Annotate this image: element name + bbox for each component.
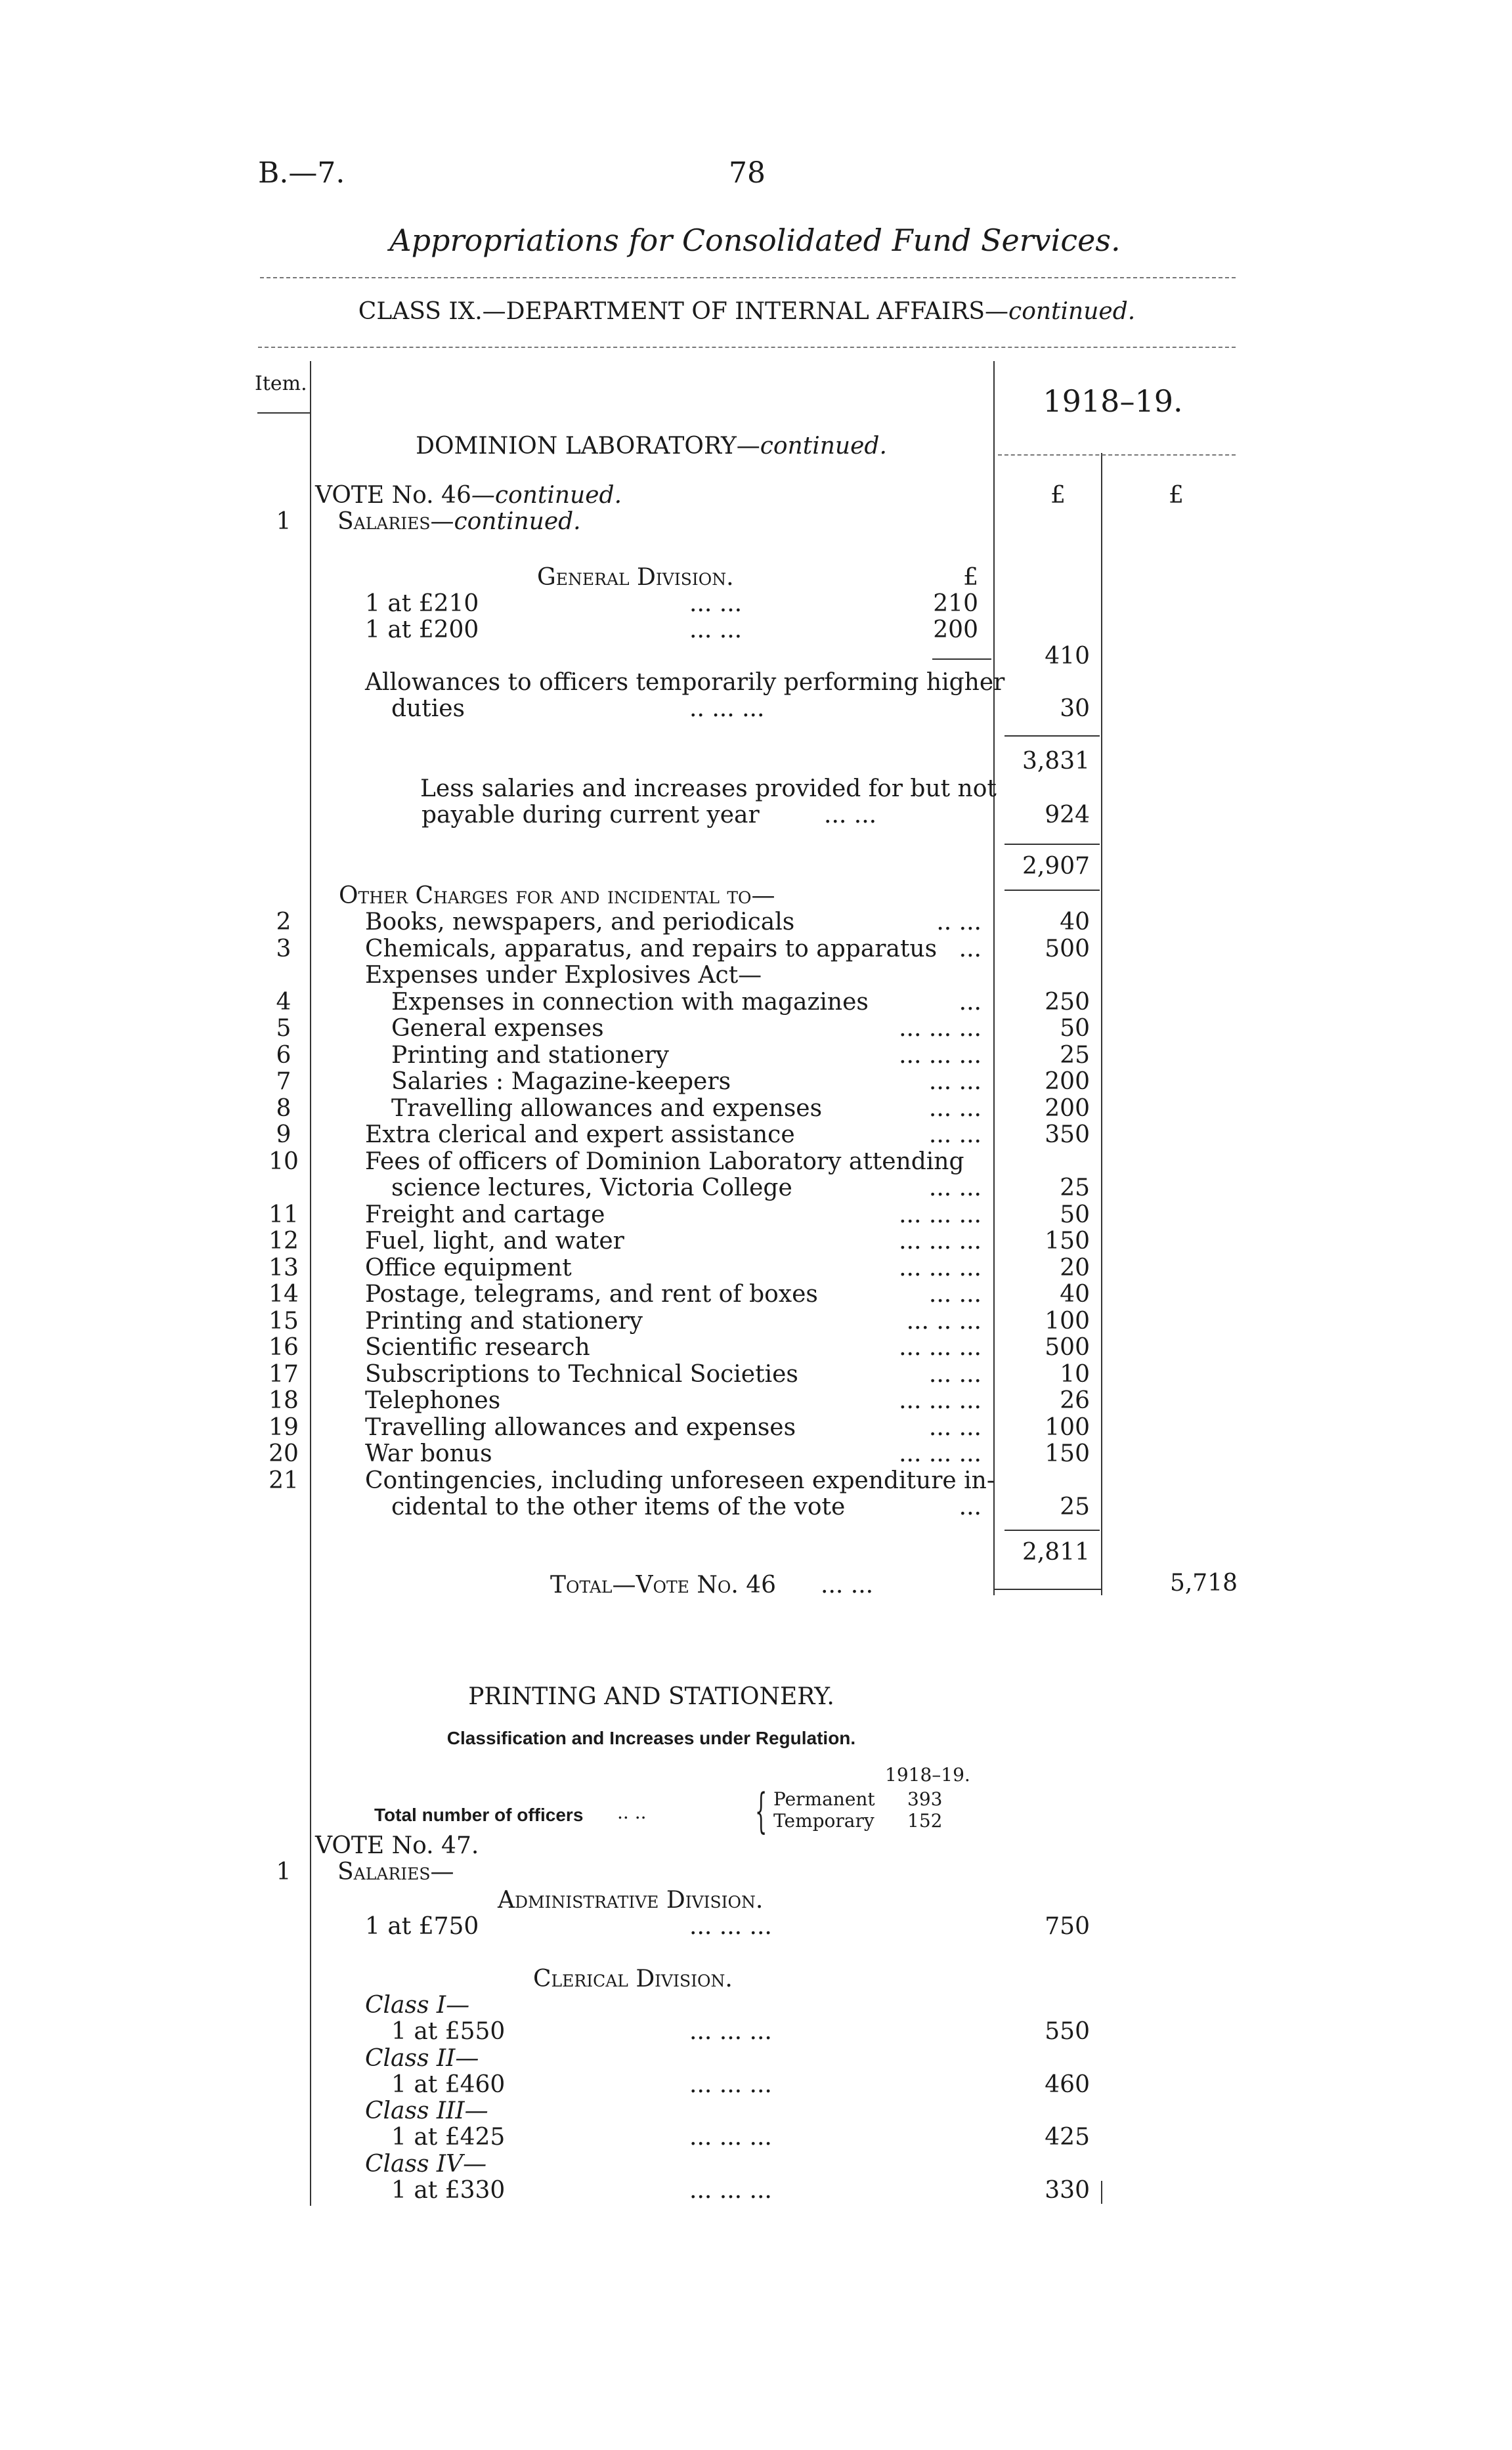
total-vote-46-dots: ... ... bbox=[821, 1572, 874, 1599]
admin-row-dots: ... ... ... bbox=[689, 1913, 772, 1940]
allowances-dots: .. ... ... bbox=[689, 695, 765, 722]
charge-row-text: Salaries : Magazine-keepers bbox=[391, 1068, 731, 1095]
class-row-dots: ... ... ... bbox=[689, 2124, 772, 2151]
subtotal-2811: 2,811 bbox=[1022, 1539, 1090, 1566]
class-label: Class I— bbox=[365, 1992, 470, 2019]
charge-row-dots: ... ... ... bbox=[899, 1015, 982, 1042]
charge-row-text: Contingencies, including unforeseen expenditure in- bbox=[365, 1467, 995, 1494]
item-number: 4 bbox=[276, 989, 292, 1016]
charge-row-text: Extra clerical and expert assistance bbox=[365, 1121, 795, 1148]
salary-row-dots: ... ... bbox=[689, 616, 743, 643]
class-label: Class II— bbox=[365, 2045, 479, 2072]
charge-row-amount: 50 bbox=[1060, 1201, 1090, 1228]
charge-row-text: Scientific research bbox=[365, 1334, 590, 1361]
charge-row-dots: ... ... ... bbox=[899, 1042, 982, 1069]
class-row-text: 1 at £550 bbox=[391, 2018, 506, 2045]
charge-row-dots: ... ... bbox=[928, 1121, 982, 1148]
vote-46-continued: —continued. bbox=[471, 482, 622, 509]
charge-row-amount: 20 bbox=[1060, 1255, 1090, 1281]
class-heading-text: CLASS IX.—DEPARTMENT OF INTERNAL AFFAIRS— bbox=[358, 298, 1009, 325]
salary-row-amount: 210 bbox=[933, 590, 978, 617]
temporary-value: 152 bbox=[907, 1810, 943, 1832]
temporary-label: Temporary bbox=[773, 1810, 875, 1832]
allowances-amount: 30 bbox=[1060, 695, 1090, 722]
charge-row-amount: 150 bbox=[1045, 1228, 1090, 1255]
subtotal-rule bbox=[1004, 1530, 1100, 1531]
charge-row-dots: ... .. ... bbox=[906, 1308, 982, 1335]
charge-row-text: Travelling allowances and expenses bbox=[391, 1095, 823, 1122]
charge-row-text: Fuel, light, and water bbox=[365, 1228, 624, 1255]
class-label: Class IV— bbox=[365, 2151, 487, 2178]
subtotal-rule bbox=[1004, 844, 1100, 845]
item-number: 1 bbox=[276, 508, 292, 535]
item-number: 18 bbox=[269, 1387, 299, 1414]
charge-row-dots: .. ... bbox=[936, 909, 982, 935]
charge-row-text: science lectures, Victoria College bbox=[391, 1174, 792, 1201]
item-number: 7 bbox=[276, 1068, 292, 1095]
charge-row-amount: 25 bbox=[1060, 1042, 1090, 1069]
document-reference: B.—7. bbox=[258, 156, 345, 190]
charge-row-dots: ... ... bbox=[928, 1174, 982, 1201]
charge-row-text: Subscriptions to Technical Societies bbox=[365, 1361, 798, 1388]
class-row-amount: 550 bbox=[1045, 2018, 1090, 2045]
item-header-rule bbox=[257, 412, 310, 414]
charge-row-dots: ... ... ... bbox=[899, 1228, 982, 1255]
item-number: 19 bbox=[269, 1414, 299, 1441]
charge-row-dots: ... ... ... bbox=[899, 1334, 982, 1361]
class-row-dots: ... ... ... bbox=[689, 2071, 772, 2098]
class-row-text: 1 at £460 bbox=[391, 2071, 506, 2098]
charge-row-text: War bonus bbox=[365, 1440, 492, 1467]
salaries-continued: continued. bbox=[454, 508, 581, 535]
printing-year: 1918–19. bbox=[885, 1764, 970, 1786]
charge-row-amount: 100 bbox=[1045, 1414, 1090, 1441]
item-number: 14 bbox=[269, 1281, 299, 1308]
item-column-header: Item. bbox=[255, 372, 307, 395]
class-row-amount: 330 bbox=[1045, 2177, 1090, 2204]
class-label: Class III— bbox=[365, 2097, 488, 2124]
laboratory-heading bbox=[310, 433, 993, 460]
charge-row-amount: 500 bbox=[1045, 935, 1090, 962]
vote-46-heading bbox=[315, 483, 622, 509]
charge-row-amount: 40 bbox=[1060, 1281, 1090, 1308]
total-vote-46-amount: 5,718 bbox=[1169, 1570, 1238, 1597]
administrative-division-heading: Administrative Division. bbox=[498, 1887, 764, 1914]
class-row-text: 1 at £330 bbox=[391, 2177, 506, 2204]
officers-brace: { bbox=[755, 1783, 767, 1838]
charge-row-dots: ... bbox=[959, 989, 982, 1016]
subtotal-rule bbox=[932, 658, 991, 660]
charge-row-text: Postage, telegrams, and rent of boxes bbox=[365, 1281, 818, 1308]
charge-row-amount: 40 bbox=[1060, 909, 1090, 935]
vote-47-heading: VOTE No. 47. bbox=[315, 1832, 479, 1859]
charge-row-text: Telephones bbox=[365, 1387, 501, 1414]
year-header-rule bbox=[998, 454, 1236, 456]
printing-subheading: Classification and Increases under Regulation. bbox=[446, 1728, 856, 1748]
allowances-line-2: duties bbox=[391, 695, 465, 722]
total-vote-46-label: Total—Vote No. 46 bbox=[550, 1572, 777, 1599]
salaries-heading: Salaries— bbox=[337, 1859, 454, 1885]
charge-row-dots: ... ... ... bbox=[899, 1255, 982, 1281]
general-division-heading: General Division. bbox=[537, 564, 734, 591]
item-number: 17 bbox=[269, 1361, 299, 1388]
officers-label: Total number of officers bbox=[374, 1805, 584, 1825]
class-row-amount: 460 bbox=[1045, 2071, 1090, 2098]
charge-row-dots: ... bbox=[959, 1494, 982, 1520]
charge-row-amount: 250 bbox=[1045, 989, 1090, 1016]
charge-row-text: Freight and cartage bbox=[365, 1201, 605, 1228]
item-number: 16 bbox=[269, 1334, 299, 1361]
salary-row-amount: 200 bbox=[933, 616, 978, 643]
class-heading bbox=[258, 299, 1236, 325]
subtotal-3831: 3,831 bbox=[1022, 748, 1090, 775]
charge-row-amount: 350 bbox=[1045, 1121, 1090, 1148]
charge-row-amount: 150 bbox=[1045, 1440, 1090, 1467]
pound-sign-col2: £ bbox=[1169, 482, 1184, 509]
charge-row-text: cidental to the other items of the vote bbox=[391, 1494, 846, 1520]
item-number: 11 bbox=[269, 1201, 299, 1228]
subtotal-2907: 2,907 bbox=[1022, 853, 1090, 880]
charge-row-amount: 500 bbox=[1045, 1334, 1090, 1361]
item-number: 10 bbox=[269, 1148, 299, 1175]
charge-row-amount: 200 bbox=[1045, 1068, 1090, 1095]
charge-row-text: Expenses in connection with magazines bbox=[391, 989, 869, 1016]
charge-row-dots: ... ... ... bbox=[899, 1387, 982, 1414]
permanent-label: Permanent bbox=[773, 1788, 875, 1810]
salary-row-text: 1 at £200 bbox=[365, 616, 479, 643]
item-number: 2 bbox=[276, 909, 292, 935]
item-number: 15 bbox=[269, 1308, 299, 1335]
allowances-line-1: Allowances to officers temporarily performing higher bbox=[365, 669, 1005, 696]
item-number: 8 bbox=[276, 1095, 292, 1122]
less-salaries-line-2: payable during current year bbox=[421, 802, 760, 828]
item-number: 3 bbox=[276, 935, 292, 962]
charge-row-dots: ... ... bbox=[928, 1068, 982, 1095]
amount-column-end bbox=[1101, 2181, 1102, 2204]
total-rule bbox=[995, 1589, 1101, 1590]
admin-row-amount: 750 bbox=[1045, 1913, 1090, 1940]
charge-row-dots: ... ... bbox=[928, 1414, 982, 1441]
class-row-dots: ... ... ... bbox=[689, 2177, 772, 2204]
charge-row-dots: ... ... bbox=[928, 1361, 982, 1388]
laboratory-heading-text: DOMINION LABORATORY— bbox=[416, 433, 760, 460]
charge-row-amount: 10 bbox=[1060, 1361, 1090, 1388]
vote-46-text: VOTE No. 46 bbox=[315, 482, 471, 509]
charge-row-dots: ... ... bbox=[928, 1281, 982, 1308]
charge-row-dots: ... ... ... bbox=[899, 1440, 982, 1467]
printing-heading: PRINTING AND STATIONERY. bbox=[468, 1683, 834, 1710]
charge-row-amount: 25 bbox=[1060, 1494, 1090, 1520]
charge-row-amount: 26 bbox=[1060, 1387, 1090, 1414]
page-title: Appropriations for Consolidated Fund Services. bbox=[389, 223, 1121, 258]
charge-row-text: Printing and stationery bbox=[391, 1042, 670, 1069]
charge-row-amount: 50 bbox=[1060, 1015, 1090, 1042]
salary-row-dots: ... ... bbox=[689, 590, 743, 617]
item-number: 6 bbox=[276, 1042, 292, 1069]
item-number: 1 bbox=[276, 1859, 292, 1885]
pound-sign-subcolumn: £ bbox=[963, 564, 978, 591]
charge-row-dots: ... ... ... bbox=[899, 1201, 982, 1228]
page-number: 78 bbox=[729, 156, 766, 190]
header-rule bbox=[260, 277, 1236, 278]
item-number: 12 bbox=[269, 1228, 299, 1255]
charge-row-amount: 100 bbox=[1045, 1308, 1090, 1335]
charge-row-dots: ... bbox=[959, 935, 982, 962]
year-column-header: 1918–19. bbox=[1043, 383, 1183, 419]
class-rule bbox=[258, 347, 1236, 348]
charge-row-text: Office equipment bbox=[365, 1255, 572, 1281]
salary-row-text: 1 at £210 bbox=[365, 590, 479, 617]
inner-amount-divider bbox=[1101, 453, 1102, 1595]
other-charges-heading: Other Charges for and incidental to— bbox=[339, 882, 775, 909]
item-number: 21 bbox=[269, 1467, 299, 1494]
charge-row-text: Printing and stationery bbox=[365, 1308, 643, 1335]
item-number: 9 bbox=[276, 1121, 292, 1148]
class-row-amount: 425 bbox=[1045, 2124, 1090, 2151]
charge-row-text: Fees of officers of Dominion Laboratory attending bbox=[365, 1148, 964, 1175]
subtotal-rule bbox=[1004, 890, 1100, 891]
less-salaries-line-1: Less salaries and increases provided for but not bbox=[420, 775, 997, 802]
charge-row-text: Expenses under Explosives Act— bbox=[365, 962, 762, 989]
laboratory-heading-continued: continued. bbox=[760, 433, 887, 460]
clerical-division-heading: Clerical Division. bbox=[533, 1966, 733, 1992]
charge-row-dots: ... ... bbox=[928, 1095, 982, 1122]
pound-sign-col1: £ bbox=[1050, 482, 1066, 509]
item-number: 13 bbox=[269, 1255, 299, 1281]
charge-row-text: Books, newspapers, and periodicals bbox=[365, 909, 795, 935]
subtotal-rule bbox=[1004, 735, 1100, 737]
charge-row-text: General expenses bbox=[391, 1015, 604, 1042]
charge-row-text: Chemicals, apparatus, and repairs to apparatus bbox=[365, 935, 938, 962]
subtotal-410: 410 bbox=[1045, 643, 1090, 670]
charge-row-amount: 25 bbox=[1060, 1174, 1090, 1201]
charge-row-text: Travelling allowances and expenses bbox=[365, 1414, 796, 1441]
officers-dots: .. .. bbox=[617, 1801, 647, 1823]
permanent-value: 393 bbox=[907, 1788, 943, 1810]
salaries-label: Salaries— bbox=[337, 508, 454, 535]
less-salaries-dots: ... ... bbox=[824, 802, 877, 828]
charge-row-amount: 200 bbox=[1045, 1095, 1090, 1122]
class-row-dots: ... ... ... bbox=[689, 2018, 772, 2045]
item-column-divider bbox=[310, 361, 311, 2206]
admin-row-text: 1 at £750 bbox=[365, 1913, 479, 1940]
item-number: 5 bbox=[276, 1015, 292, 1042]
amount-column-divider bbox=[993, 361, 995, 1595]
item-number: 20 bbox=[269, 1440, 299, 1467]
less-salaries-amount: 924 bbox=[1045, 802, 1090, 828]
class-row-text: 1 at £425 bbox=[391, 2124, 506, 2151]
class-heading-continued: continued. bbox=[1008, 298, 1136, 325]
salaries-heading bbox=[337, 509, 581, 535]
